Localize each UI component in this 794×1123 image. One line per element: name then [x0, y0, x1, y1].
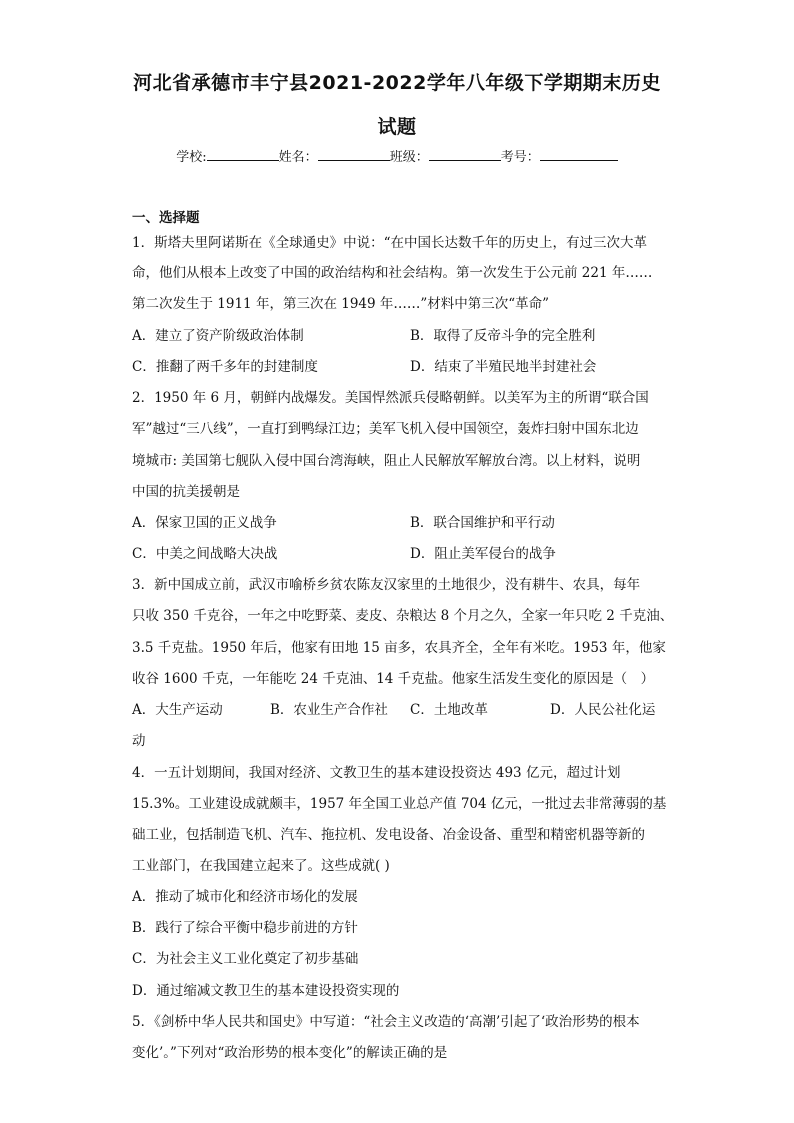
option-d[interactable]: D．结束了半殖民地半封建社会	[410, 359, 597, 375]
name-label: 姓名：	[278, 150, 318, 165]
question-text-line: 3．新中国成立前，武汉市喻桥乡贫农陈友汉家里的土地很少，没有耕牛、农具，每年	[132, 577, 641, 593]
question-text-line: 变化’。”下列对“政治形势的根本变化”的解读正确的是	[132, 1045, 448, 1061]
class-field[interactable]	[429, 148, 501, 161]
question-text-line: 命，他们从根本上改变了中国的政治结构和社会结构。第一次发生于公元前 221 年……	[132, 265, 653, 281]
option-c[interactable]: C．推翻了两千多年的封建制度	[132, 359, 318, 375]
name-field[interactable]	[318, 148, 390, 161]
class-label: 班级：	[389, 150, 429, 165]
exam-number-label: 考号：	[500, 150, 540, 165]
option-b[interactable]: B．取得了反帝斗争的完全胜利	[410, 328, 596, 344]
page-title-continued: 试题	[377, 116, 417, 138]
question-text-line: 础工业，包括制造飞机、汽车、拖拉机、发电设备、冶金设备、重型和精密机器等新的	[132, 827, 645, 843]
question-text-line: 军”越过“三八线”，一直打到鸭绿江边；美军飞机入侵中国领空，轰炸扫射中国东北边	[132, 421, 639, 437]
option-a[interactable]: A．保家卫国的正义战争	[132, 515, 277, 531]
question-text-line: 中国的抗美援朝是	[132, 484, 240, 500]
question-text-line: 3.5 千克盐。1950 年后，他家有田地 15 亩多，农具齐全，全年有米吃。1953 年，他家	[132, 640, 666, 656]
option-a[interactable]: A．推动了城市化和经济市场化的发展	[132, 889, 358, 905]
question-text-line: 15.3%。工业建设成就颇丰，1957 年全国工业总产值 704 亿元，一批过去非常薄弱的基	[132, 796, 667, 812]
question-text-line: 只收 350 千克谷，一年之中吃野菜、麦皮、杂粮达 8 个月之久，全家一年只吃 2 千克油、	[132, 608, 674, 624]
option-b[interactable]: B．联合国维护和平行动	[410, 515, 555, 531]
question-text-line: 5．《剑桥中华人民共和国史》中写道：“社会主义改造的‘高潮’引起了‘政治形势的根本	[132, 1014, 640, 1030]
option-d[interactable]: D．人民公社化运	[550, 702, 656, 718]
question-text-line: 工业部门，在我国建立起来了。这些成就( )	[132, 858, 390, 874]
question-text-line: 4．一五计划期间，我国对经济、文教卫生的基本建设投资达 493 亿元，超过计划	[132, 765, 621, 781]
student-info-row	[0, 146, 794, 165]
question-text-line: 收谷 1600 千克，一年能吃 24 千克油、14 千克盐。他家生活发生变化的原因是（ ）	[132, 671, 655, 687]
option-d-continued: 动	[132, 733, 146, 749]
question-text-line: 第二次发生于 1911 年，第三次在 1949 年……”材料中第三次“革命”	[132, 296, 550, 312]
question-text-line: 境城市: 美国第七舰队入侵中国台湾海峡，阻止人民解放军解放台湾。以上材料，说明	[132, 453, 641, 469]
option-d[interactable]: D．阻止美军侵台的战争	[410, 546, 556, 562]
option-c[interactable]: C．中美之间战略大决战	[132, 546, 278, 562]
question-text-line: 2．1950 年 6 月，朝鲜内战爆发。美国悍然派兵侵略朝鲜。以美军为主的所谓“联合国	[132, 390, 649, 406]
option-b[interactable]: B．农业生产合作社	[270, 702, 388, 718]
page-title: 河北省承德市丰宁县2021-2022学年八年级下学期期末历史	[133, 72, 661, 94]
option-a[interactable]: A．大生产运动	[132, 702, 223, 718]
option-b[interactable]: B．践行了综合平衡中稳步前进的方针	[132, 920, 358, 936]
option-a[interactable]: A．建立了资产阶级政治体制	[132, 328, 304, 344]
option-c[interactable]: C．土地改革	[410, 702, 488, 718]
option-d[interactable]: D．通过缩减文教卫生的基本建设投资实现的	[132, 983, 400, 999]
option-c[interactable]: C．为社会主义工业化奠定了初步基础	[132, 951, 359, 967]
section-heading: 一、选择题	[132, 210, 200, 226]
exam-number-field[interactable]	[540, 148, 618, 161]
school-field[interactable]	[207, 148, 279, 161]
question-text-line: 1．斯塔夫里阿诺斯在《全球通史》中说：“在中国长达数千年的历史上，有过三次大革	[132, 235, 647, 251]
school-label: 学校:	[176, 150, 207, 165]
